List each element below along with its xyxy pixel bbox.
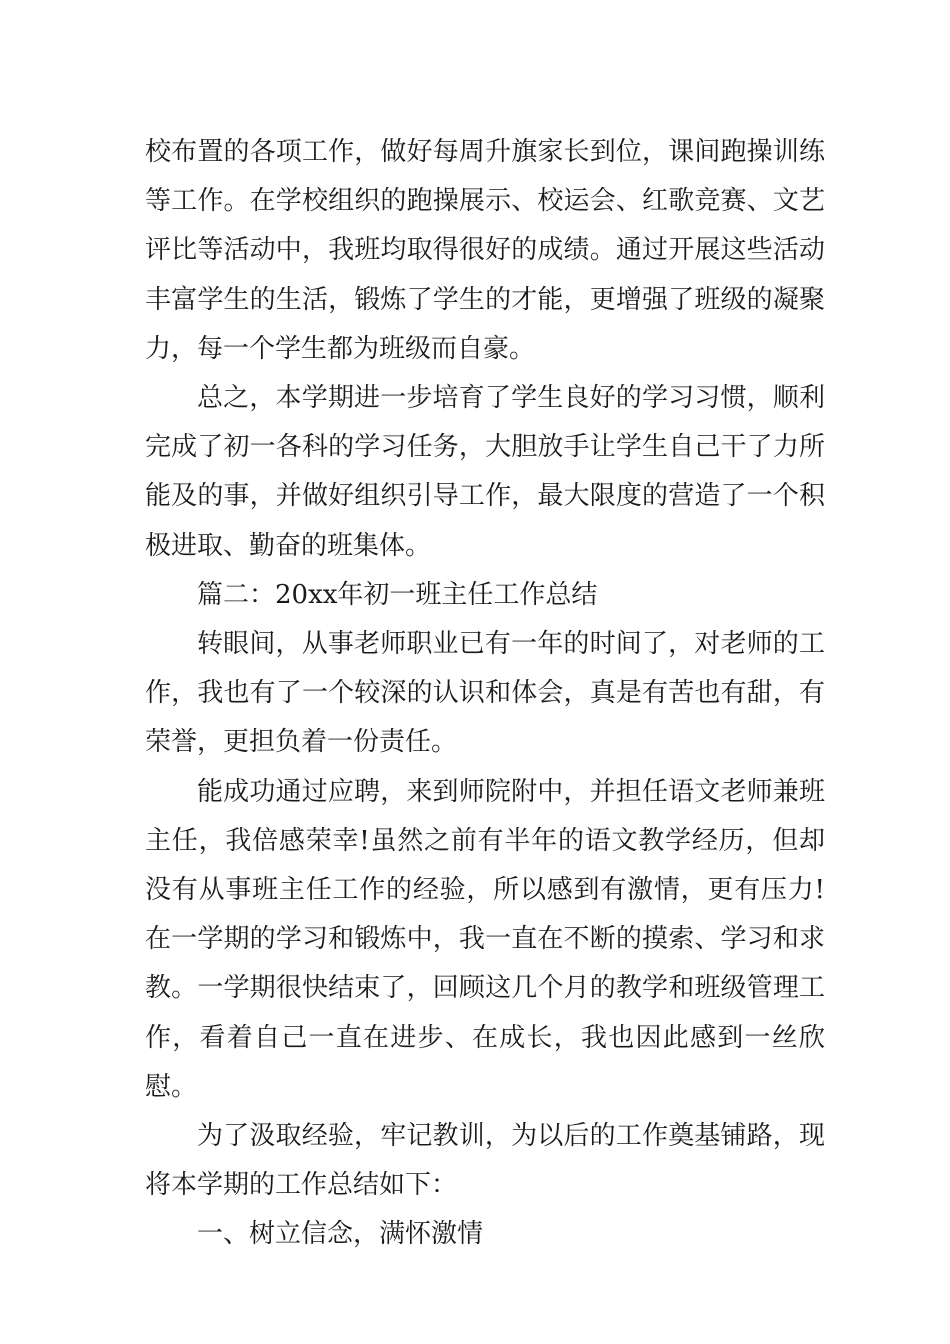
section-title: 篇二：20xx年初一班主任工作总结 bbox=[197, 579, 598, 610]
document-body bbox=[145, 128, 825, 1260]
paragraph-continuation: 校布置的各项工作，做好每周升旗家长到位，课间跑操训练等工作。在学校组织的跑操展示、校运会、红歌竞赛、文艺评比等活动中，我班均取得很好的成绩。通过开展这些活动丰富学生的生活，锻炼了学生的才能，更增强了班级的凝聚力，每一个学生都为班级而自豪。 bbox=[145, 137, 825, 364]
paragraph-purpose: 为了汲取经验，牢记教训，为以后的工作奠基铺路，现将本学期的工作总结如下： bbox=[145, 1121, 825, 1201]
paragraph-experience: 能成功通过应聘，来到师院附中，并担任语文老师兼班主任，我倍感荣幸!虽然之前有半年的语文教学经历，但却没有从事班主任工作的经验，所以感到有激情，更有压力!在一学期的学习和锻炼中，我一直在不断的摸索、学习和求教。一学期很快结束了，回顾这几个月的教学和班级管理工作，看着自己一直在进步、在成长，我也因此感到一丝欣慰。 bbox=[145, 776, 825, 1102]
paragraph-intro: 转眼间，从事老师职业已有一年的时间了，对老师的工作，我也有了一个较深的认识和体会，真是有苦也有甜，有荣誉，更担负着一份责任。 bbox=[145, 629, 825, 758]
paragraph-summary: 总之，本学期进一步培育了学生良好的学习习惯，顺利完成了初一各科的学习任务，大胆放手让学生自己干了力所能及的事，并做好组织引导工作，最大限度的营造了一个积极进取、勤奋的班集体。 bbox=[145, 383, 825, 561]
subsection-title: 一、树立信念，满怀激情 bbox=[197, 1219, 484, 1250]
